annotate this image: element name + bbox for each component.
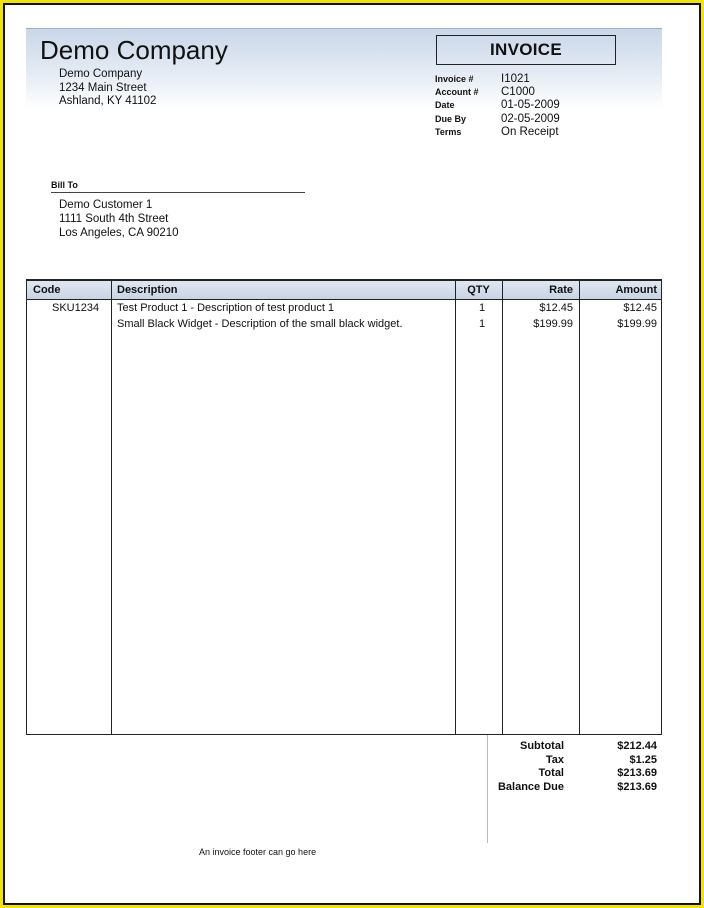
column-divider (455, 281, 456, 734)
meta-label: Date (435, 100, 455, 111)
meta-row-date (435, 99, 635, 112)
totals-value: $213.69 (617, 780, 657, 793)
meta-label: Due By (435, 113, 467, 124)
column-divider (111, 281, 112, 734)
invoice-footer: An invoice footer can go here (199, 847, 317, 857)
row-rate: $199.99 (533, 318, 573, 330)
header-qty: QTY (467, 284, 490, 296)
meta-value: 01-05-2009 (501, 99, 560, 112)
totals-divider (487, 735, 488, 843)
line-items-table (26, 279, 662, 735)
totals-value: $212.44 (617, 740, 657, 752)
meta-label: Terms (435, 126, 462, 137)
bill-to-divider (51, 192, 305, 193)
meta-value: On Receipt (501, 125, 559, 138)
totals-row-total (490, 767, 660, 781)
meta-row-account-number (435, 86, 635, 99)
totals-label: Tax (545, 753, 564, 766)
header-amount: Amount (615, 284, 657, 296)
bill-to-address-line: Los Angeles, CA 90210 (59, 227, 179, 239)
header-rate: Rate (549, 284, 573, 296)
company-address-line: Ashland, KY 41102 (59, 95, 157, 107)
meta-label: Invoice # (435, 74, 474, 84)
header-description: Description (117, 284, 178, 296)
row-qty: 1 (478, 302, 486, 314)
row-amount: $12.45 (623, 302, 657, 314)
totals-label: Total (538, 767, 564, 779)
totals-row-tax (490, 754, 660, 768)
header-code: Code (33, 284, 61, 296)
bill-to-address-line: Demo Customer 1 (59, 199, 153, 211)
totals-row-balance-due (490, 781, 660, 795)
company-name: Demo Company (40, 35, 228, 65)
meta-value: I1021 (501, 73, 530, 85)
meta-row-due-by (435, 113, 635, 126)
company-address-line: Demo Company (59, 68, 143, 80)
bill-to-address (59, 198, 179, 240)
row-qty: 1 (478, 318, 486, 330)
meta-row-terms (435, 126, 635, 139)
row-rate: $12.45 (539, 302, 573, 314)
totals-label: Subtotal (520, 740, 564, 752)
row-description: Test Product 1 - Description of test product 1 (117, 302, 335, 314)
totals-value: $1.25 (629, 753, 657, 766)
invoice-title: INVOICE (436, 35, 616, 65)
meta-value: 02-05-2009 (501, 112, 560, 125)
meta-value: C1000 (501, 86, 535, 99)
totals-label: Balance Due (497, 780, 564, 793)
bill-to-address-line: 1111 South 4th Street (59, 213, 169, 225)
meta-label: Account # (435, 87, 479, 98)
invoice-meta (435, 73, 635, 139)
bill-to-label: Bill To (51, 180, 78, 190)
totals-value: $213.69 (617, 767, 657, 779)
row-description: Small Black Widget - Description of the small black widget. (117, 318, 403, 330)
row-code: SKU1234 (52, 302, 100, 314)
meta-row-invoice-number (435, 73, 635, 86)
totals-row-subtotal (490, 740, 660, 754)
row-amount: $199.99 (617, 318, 657, 330)
column-divider (579, 281, 580, 734)
company-address (59, 68, 156, 109)
company-address-line: 1234 Main Street (59, 81, 147, 94)
column-divider (502, 281, 503, 734)
